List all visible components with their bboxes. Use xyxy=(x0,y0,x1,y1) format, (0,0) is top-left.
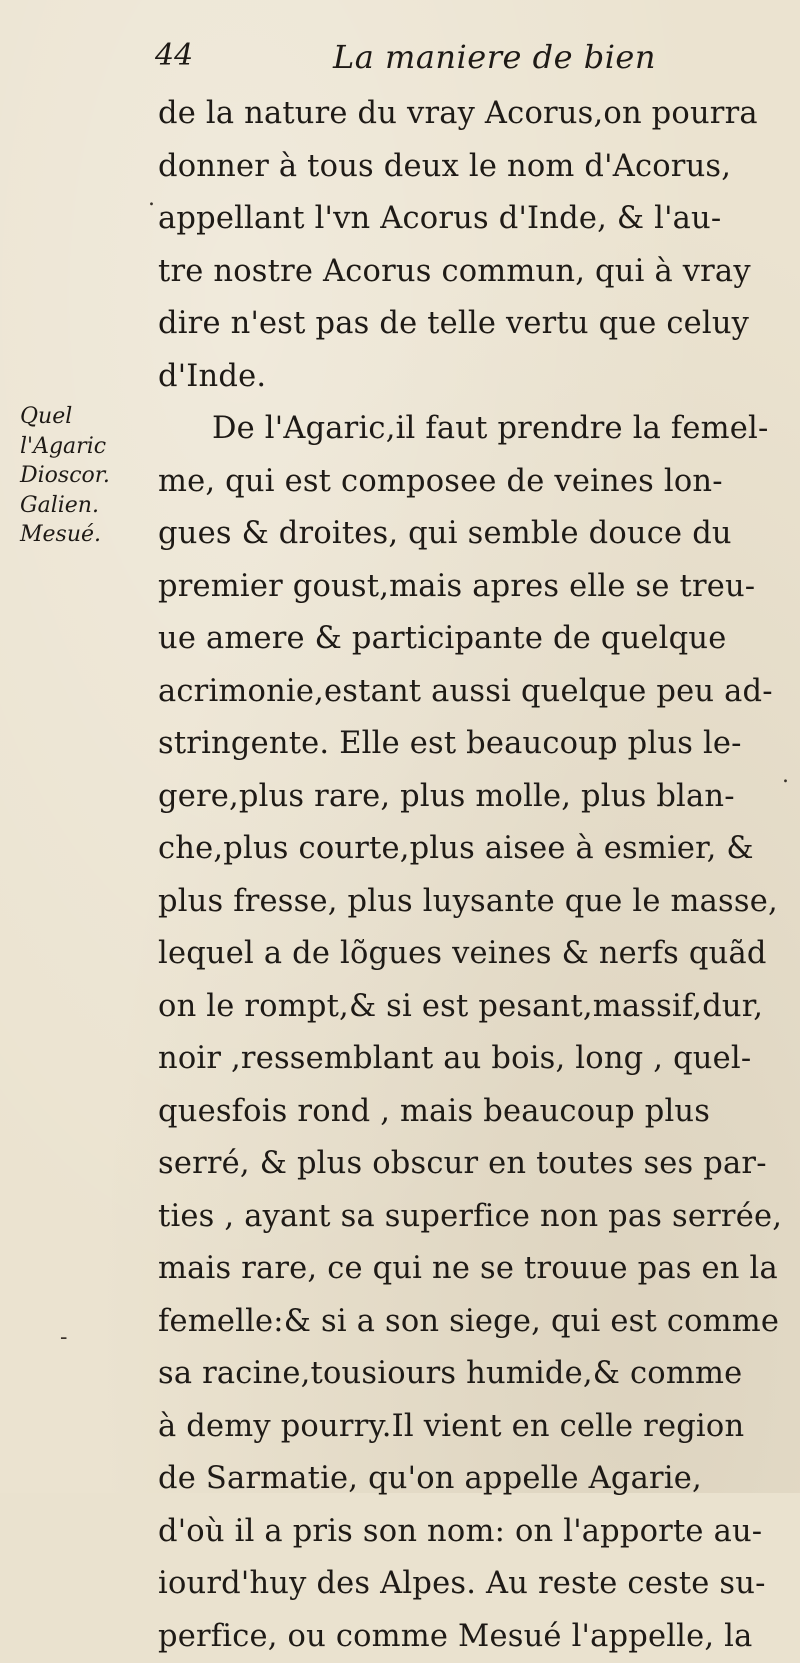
text-line: tre nostre Acorus commun, qui à vray xyxy=(158,246,798,299)
text-line: on le rompt,& si est pesant,massif,dur, xyxy=(158,981,798,1034)
running-head xyxy=(155,38,715,88)
text-line: quesfois rond , mais beaucoup plus xyxy=(158,1086,798,1139)
text-line: ue amere & participante de quelque xyxy=(158,613,798,666)
text-line: de la nature du vray Acorus,on pourra xyxy=(158,88,798,141)
text-line: noir ,ressemblant au bois, long , quel- xyxy=(158,1033,798,1086)
text-line: mais rare, ce qui ne se trouue pas en la xyxy=(158,1243,798,1296)
text-line: acrimonie,estant aussi quelque peu ad- xyxy=(158,666,798,719)
text-line: à demy pourry.Il vient en celle region xyxy=(158,1401,798,1454)
text-line: d'où il a pris son nom: on l'apporte au- xyxy=(158,1506,798,1559)
text-line: iourd'huy des Alpes. Au reste ceste su- xyxy=(158,1558,798,1611)
text-line: dire n'est pas de telle vertu que celuy xyxy=(158,298,798,351)
marginal-note-line: Quel xyxy=(20,402,150,432)
text-line: gues & droites, qui semble douce du xyxy=(158,508,798,561)
text-line: premier goust,mais apres elle se treu- xyxy=(158,561,798,614)
margin-mark: . xyxy=(782,763,789,788)
text-line: stringente. Elle est beaucoup plus le- xyxy=(158,718,798,771)
running-title: La maniere de bien xyxy=(333,38,656,76)
marginal-note-line: Dioscor. xyxy=(20,461,150,491)
text-line: femelle:& si a son siege, qui est comme xyxy=(158,1296,798,1349)
margin-mark: - xyxy=(60,1325,67,1350)
marginal-note-line: Mesué. xyxy=(20,520,150,550)
marginal-note-line: Galien. xyxy=(20,491,150,521)
body-text xyxy=(158,88,798,1663)
text-line: ties , ayant sa superfice non pas serrée, xyxy=(158,1191,798,1244)
text-line: donner à tous deux le nom d'Acorus, xyxy=(158,141,798,194)
text-line: plus fresse, plus luysante que le masse, xyxy=(158,876,798,929)
text-line: perfice, ou comme Mesué l'appelle, la xyxy=(158,1611,798,1663)
text-line: De l'Agaric,il faut prendre la femel- xyxy=(158,403,798,456)
marginal-note xyxy=(20,402,150,550)
text-line: appellant l'vn Acorus d'Inde, & l'au- xyxy=(158,193,798,246)
text-line: lequel a de lõgues veines & nerfs quãd xyxy=(158,928,798,981)
margin-mark: . xyxy=(148,186,155,211)
text-line: sa racine,tousiours humide,& comme xyxy=(158,1348,798,1401)
page-number: 44 xyxy=(155,38,193,73)
text-line: de Sarmatie, qu'on appelle Agarie, xyxy=(158,1453,798,1506)
text-line: serré, & plus obscur en toutes ses par- xyxy=(158,1138,798,1191)
text-line: gere,plus rare, plus molle, plus blan- xyxy=(158,771,798,824)
text-line: me, qui est composee de veines lon- xyxy=(158,456,798,509)
text-line: che,plus courte,plus aisee à esmier, & xyxy=(158,823,798,876)
marginal-note-line: l'Agaric xyxy=(20,432,150,462)
text-line: d'Inde. xyxy=(158,351,798,404)
